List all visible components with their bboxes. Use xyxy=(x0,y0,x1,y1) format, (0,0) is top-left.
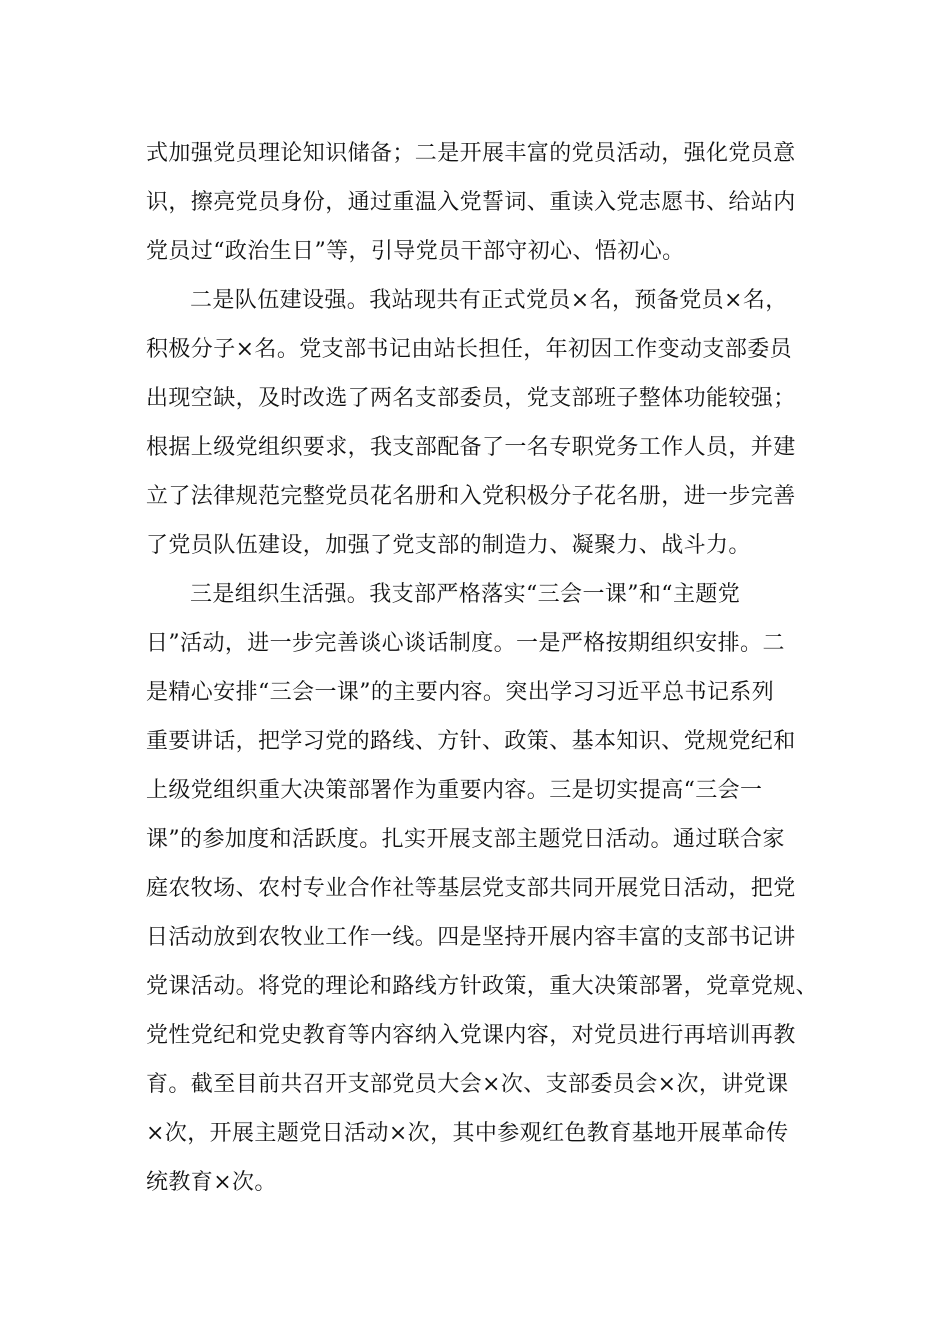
text-line: 育。截至目前共召开支部党员大会×次、支部委员会×次，讲党课 xyxy=(146,1072,789,1097)
text-line: 党员过“政治生日”等，引导党员干部守初心、悟初心。 xyxy=(146,239,685,264)
text-line: 党课活动。将党的理论和路线方针政策，重大决策部署，党章党规、 xyxy=(146,974,819,999)
text-line: 庭农牧场、农村专业合作社等基层党支部共同开展党日活动，把党 xyxy=(146,876,796,901)
text-line: 积极分子×名。党支部书记由站长担任，年初因工作变动支部委员 xyxy=(146,337,793,362)
text-line: 上级党组织重大决策部署作为重要内容。三是切实提高“三会一 xyxy=(146,778,763,803)
document-body xyxy=(146,129,819,1207)
text-line: 统教育×次。 xyxy=(146,1170,277,1195)
text-line: 式加强党员理论知识储备；二是开展丰富的党员活动，强化党员意 xyxy=(146,141,796,166)
text-line: 党性党纪和党史教育等内容纳入党课内容，对党员进行再培训再教 xyxy=(146,1023,796,1048)
text-line: 重要讲话，把学习党的路线、方针、政策、基本知识、党规党纪和 xyxy=(146,729,796,754)
paragraph-start-line: 三是组织生活强。我支部严格落实“三会一课”和“主题党 xyxy=(190,582,741,607)
text-line: 日活动放到农牧业工作一线。四是坚持开展内容丰富的支部书记讲 xyxy=(146,925,796,950)
text-line: 出现空缺，及时改选了两名支部委员，党支部班子整体功能较强； xyxy=(146,386,796,411)
text-line: 课”的参加度和活跃度。扎实开展支部主题党日活动。通过联合家 xyxy=(146,827,785,852)
text-line: 是精心安排“三会一课”的主要内容。突出学习习近平总书记系列 xyxy=(146,680,775,705)
text-line: 识，擦亮党员身份，通过重温入党誓词、重读入党志愿书、给站内 xyxy=(146,190,796,215)
text-line: 日”活动，进一步完善谈心谈话制度。一是严格按期组织安排。二 xyxy=(146,631,785,656)
paragraph-start-line: 二是队伍建设强。我站现共有正式党员×名，预备党员×名， xyxy=(190,288,788,313)
text-line: ×次，开展主题党日活动×次，其中参观红色教育基地开展革命传 xyxy=(146,1121,789,1146)
text-line: 立了法律规范完整党员花名册和入党积极分子花名册，进一步完善 xyxy=(146,484,796,509)
text-line: 根据上级党组织要求，我支部配备了一名专职党务工作人员，并建 xyxy=(146,435,796,460)
text-line: 了党员队伍建设，加强了党支部的制造力、凝聚力、战斗力。 xyxy=(146,533,751,558)
